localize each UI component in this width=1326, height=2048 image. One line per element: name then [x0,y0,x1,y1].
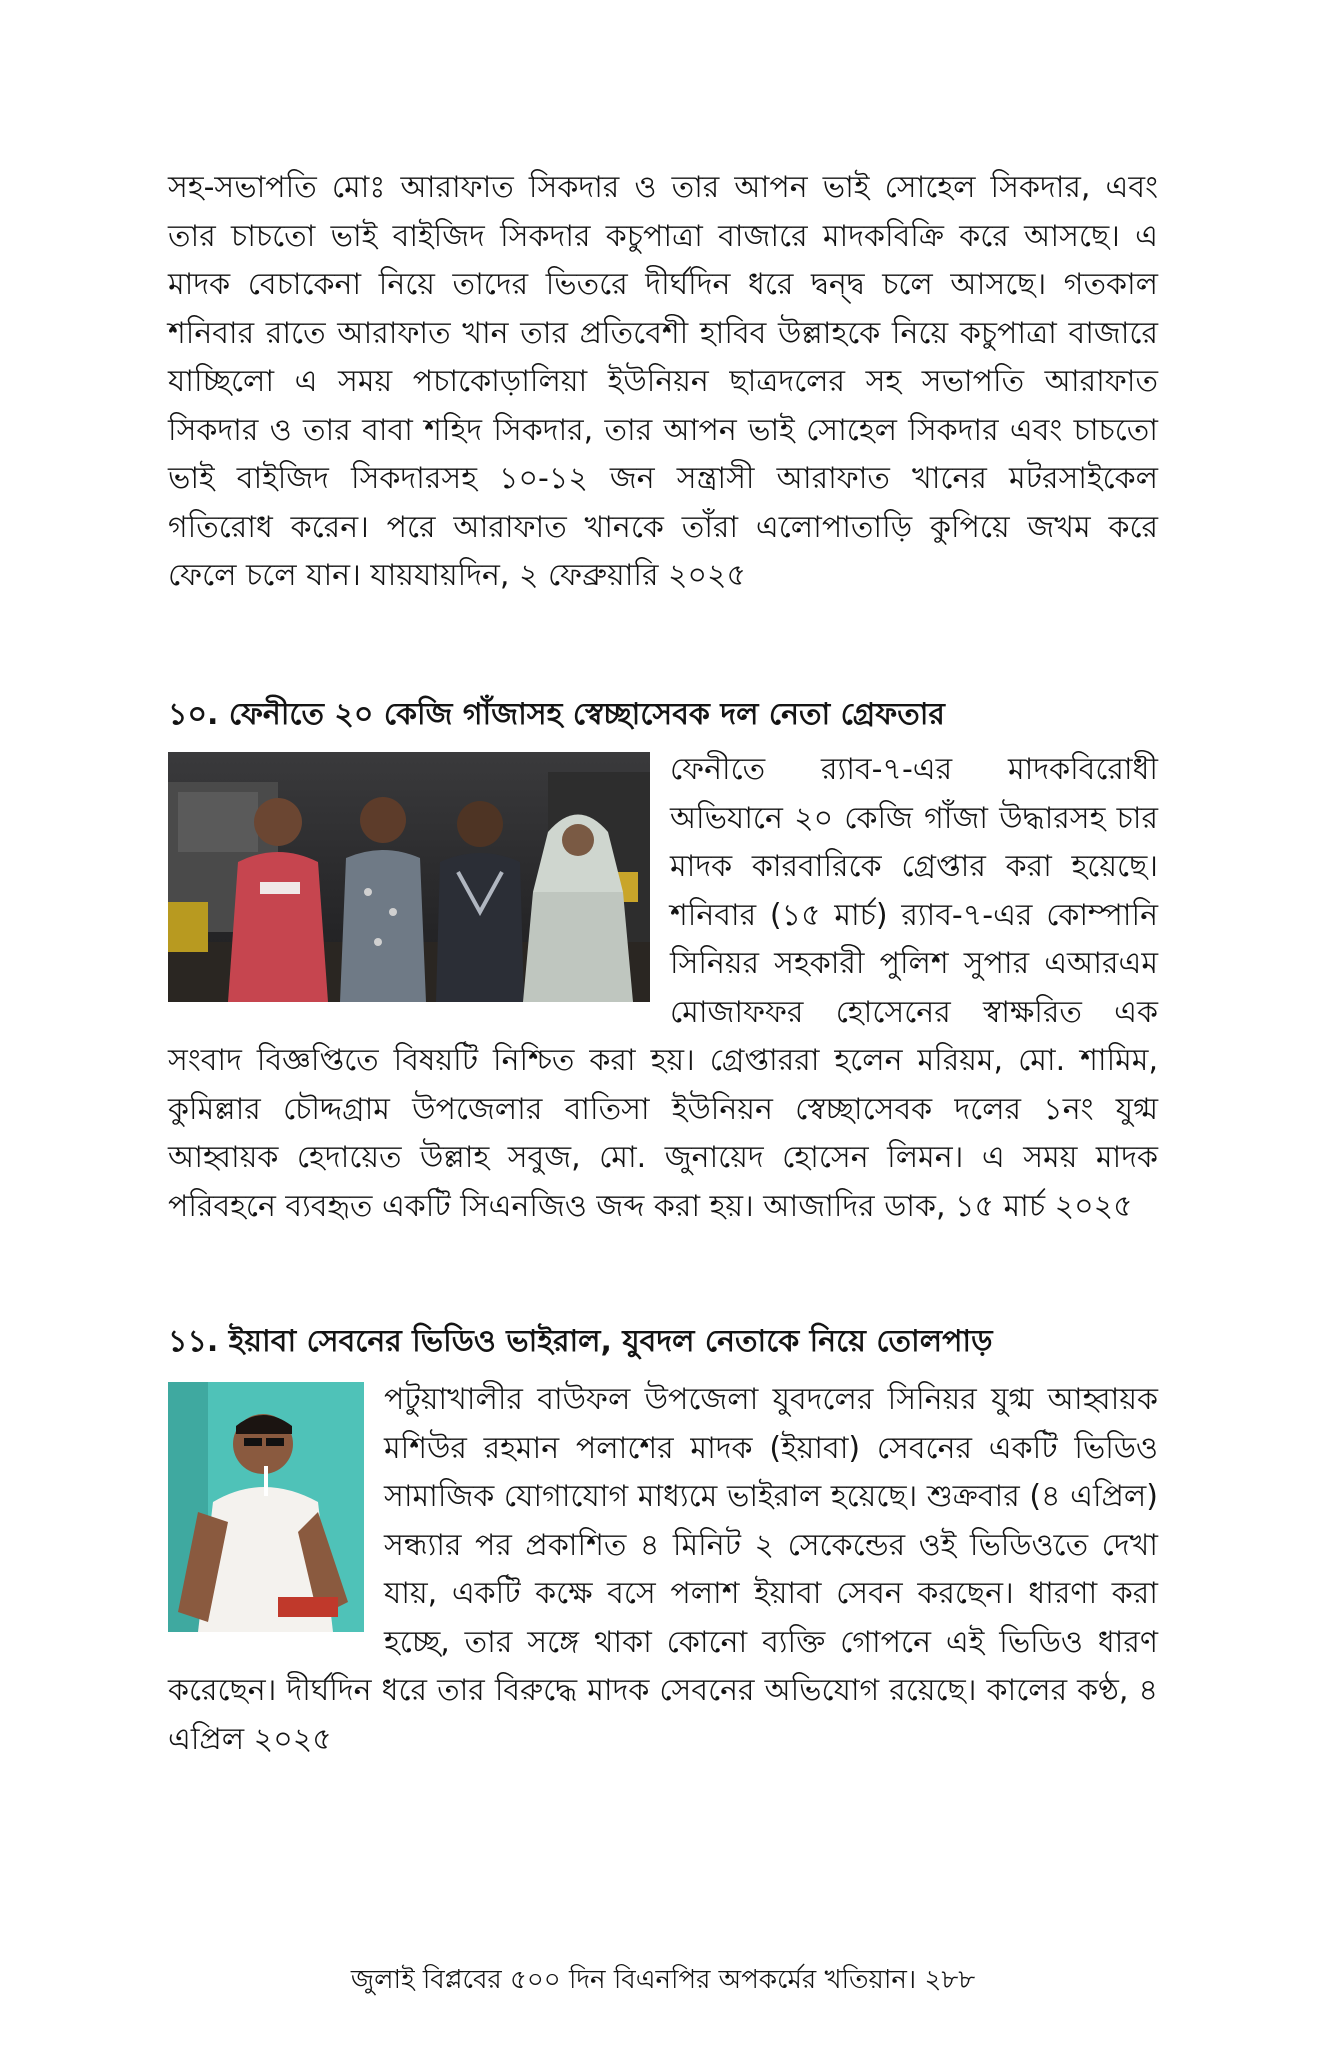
photo-wrap-spacer [168,1376,384,1626]
intro-paragraph: সহ-সভাপতি মোঃ আরাফাত সিকদার ও তার আপন ভাই সোহেল সিকদার, এবং তার চাচতো ভাই বাইজিদ সিকদার কচুপাত্রা বাজারে মাদকবিক্রি করে আসছে। এ মাদক বেচাকেনা নিয়ে তাদের ভিতরে দীর্ঘদিন ধরে দ্বন্দ্ব চলে আসছে। গতকাল শনিবার রাতে আরাফাত খান তার প্রতিবেশী হাবিব উল্লাহকে নিয়ে কচুপাত্রা বাজারে যাচ্ছিলো এ সময় পচাকোড়ালিয়া ইউনিয়ন ছাত্রদলের সহ সভাপতি আরাফাত সিকদার ও তার বাবা শহিদ সিকদার, তার আপন ভাই সোহেল সিকদার এবং চাচতো ভাই বাইজিদ সিকদারসহ ১০-১২ জন সন্ত্রাসী আরাফাত খানের মটরসাইকেল গতিরোধ করেন। পরে আরাফাত খানকে তাঁরা এলোপাতাড়ি কুপিয়ে জখম করে ফেলে চলে যান। যায়যায়দিন, ২ ফেব্রুয়ারি ২০২৫ [168,170,1158,593]
article-heading-10: ১০. ফেনীতে ২০ কেজি গাঁজাসহ স্বেচ্ছাসেবক দল নেতা গ্রেফতার [168,697,945,732]
article-body-10: ফেনীতে র‍্যাব-৭-এর মাদকবিরোধী অভিযানে ২০ কেজি গাঁজা উদ্ধারসহ চার মাদক কারবারিকে গ্রেপ্তার করা হয়েছে। শনিবার (১৫ মার্চ) র‍্যাব-৭-এর কোম্পানি সিনিয়র সহকারী পুলিশ সুপার এআরএম মোজাফফর হোসেনের স্বাক্ষরিত এক সংবাদ বিজ্ঞপ্তিতে বিষয়টি নিশ্চিত করা হয়। গ্রেপ্তাররা হলেন মরিয়ম, মো. শামিম, কুমিল্লার চৌদ্দগ্রাম উপজেলার বাতিসা ইউনিয়ন স্বেচ্ছাসেবক দলের ১নং যুগ্ম আহ্বায়ক হেদায়েত উল্লাহ সবুজ, মো. জুনায়েদ হোসেন লিমন। এ সময় মাদক পরিবহনে ব্যবহৃত একটি সিএনজিও জব্দ করা হয়। আজাদির ডাক, ১৫ মার্চ ২০২৫ [168,746,1158,1231]
article-heading-11: ১১. ইয়াবা সেবনের ভিডিও ভাইরাল, যুবদল নেতাকে নিয়ে তোলপাড় [168,1324,993,1359]
page-footer: জুলাই বিপ্লবের ৫০০ দিন বিএনপির অপকর্মের খতিয়ান। ২৮৮ [350,1965,976,1995]
photo-wrap-spacer [168,746,670,996]
article-body-11: পটুয়াখালীর বাউফল উপজেলা যুবদলের সিনিয়র যুগ্ম আহ্বায়ক মশিউর রহমান পলাশের মাদক (ইয়াবা) সেবনের একটি ভিডিও সামাজিক যোগাযোগ মাধ্যমে ভাইরাল হয়েছে। শুক্রবার (৪ এপ্রিল) সন্ধ্যার পর প্রকাশিত ৪ মিনিট ২ সেকেন্ডের ওই ভিডিওতে দেখা যায়, একটি কক্ষে বসে পলাশ ইয়াবা সেবন করছেন। ধারণা করা হচ্ছে, তার সঙ্গে থাকা কোনো ব্যক্তি গোপনে এই ভিডিও ধারণ করেছেন। দীর্ঘদিন ধরে তার বিরুদ্ধে মাদক সেবনের অভিযোগ রয়েছে। কালের কণ্ঠ, ৪ এপ্রিল ২০২৫ [168,1376,1158,1764]
